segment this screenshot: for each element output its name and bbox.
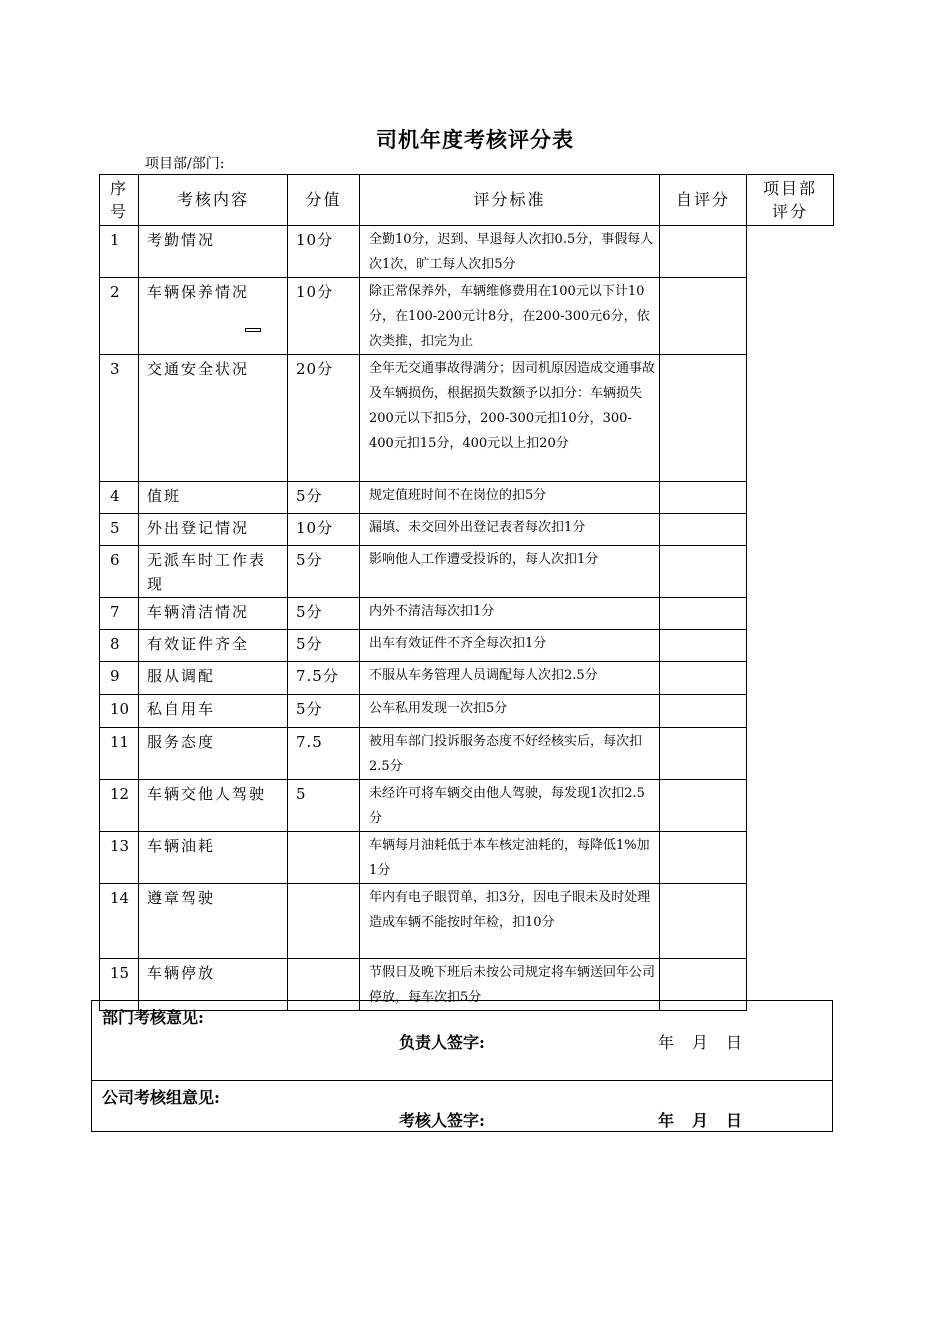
row-item: 有效证件齐全 [139,630,288,662]
row-item: 考勤情况 [139,226,288,278]
row-criteria: 公车私用发现一次扣5分 [360,695,660,728]
table-row [100,728,834,780]
table-row [100,780,834,832]
row-self-score[interactable] [660,695,747,728]
table-row [100,226,834,278]
dept-opinion-cell[interactable] [92,1001,833,1081]
row-score: 5分 [288,546,360,598]
row-item: 车辆停放 [139,959,288,1011]
table-row [100,662,834,695]
row-item: 无派车时工作表现 [139,546,288,598]
row-score: 5 [288,780,360,832]
table-row [100,832,834,884]
row-number: 15 [100,959,139,1011]
row-score: 10分 [288,514,360,546]
dept-date-label: 年 月 日 [658,1033,744,1052]
row-score: 10分 [288,278,360,355]
row-self-score[interactable] [660,598,747,630]
row-self-score[interactable] [660,630,747,662]
row-item: 服务态度 [139,728,288,780]
row-score [288,884,360,959]
row-item: 服从调配 [139,662,288,695]
row-criteria: 全勤10分，迟到、早退每人次扣0.5分，事假每人次1次，旷工每人次扣5分 [360,226,660,278]
company-opinion-row [92,1081,833,1132]
header-self-score: 自评分 [660,175,747,226]
row-item: 车辆保养情况 [139,278,288,355]
row-item: 车辆清洁情况 [139,598,288,630]
row-criteria: 不服从车务管理人员调配每人次扣2.5分 [360,662,660,695]
reviewer-signature-label: 考核人签字: [399,1111,485,1130]
row-score: 7.5分 [288,662,360,695]
opinion-table [91,1000,833,1132]
row-criteria: 节假日及晚下班后未按公司规定将车辆送回年公司停放，每车次扣5分 [360,959,660,1011]
row-self-score[interactable] [660,780,747,832]
row-score: 10分 [288,226,360,278]
row-number: 11 [100,728,139,780]
row-number: 7 [100,598,139,630]
row-number: 9 [100,662,139,695]
row-self-score[interactable] [660,884,747,959]
row-criteria: 漏填、未交回外出登记表者每次扣1分 [360,514,660,546]
row-criteria: 除正常保养外，车辆维修费用在100元以下计10分，在100-200元计8分，在200-300元6分，依次类推，扣完为止 [360,278,660,355]
table-header-row [100,175,834,226]
row-number: 13 [100,832,139,884]
responsible-signature-label: 负责人签字: [399,1033,485,1052]
header-score: 分值 [288,175,360,226]
row-score: 5分 [288,630,360,662]
company-date-label: 年 月 日 [658,1111,744,1130]
row-item: 车辆交他人驾驶 [139,780,288,832]
row-number: 5 [100,514,139,546]
dept-opinion-label: 部门考核意见: [102,1008,204,1027]
row-number: 6 [100,546,139,598]
table-row [100,884,834,959]
row-criteria: 影响他人工作遭受投诉的，每人次扣1分 [360,546,660,598]
row-item: 值班 [139,482,288,514]
row-number: 3 [100,355,139,482]
table-row [100,630,834,662]
row-score: 7.5 [288,728,360,780]
row-self-score[interactable] [660,226,747,278]
department-label: 项目部/部门: [145,156,225,172]
row-criteria: 规定值班时间不在岗位的扣5分 [360,482,660,514]
row-criteria: 出车有效证件不齐全每次扣1分 [360,630,660,662]
table-row [100,355,834,482]
table-row [100,482,834,514]
table-row [100,598,834,630]
table-row [100,695,834,728]
row-item: 外出登记情况 [139,514,288,546]
row-self-score[interactable] [660,546,747,598]
row-criteria: 被用车部门投诉服务态度不好经核实后，每次扣2.5分 [360,728,660,780]
table-row [100,514,834,546]
header-no: 序号 [100,175,139,226]
row-number: 12 [100,780,139,832]
page-title: 司机年度考核评分表 [376,127,574,152]
table-row [100,278,834,355]
row-number: 2 [100,278,139,355]
row-score: 5分 [288,482,360,514]
row-number: 14 [100,884,139,959]
row-self-score[interactable] [660,482,747,514]
row-criteria: 车辆每月油耗低于本车核定油耗的，每降低1%加1分 [360,832,660,884]
row-number: 4 [100,482,139,514]
row-self-score[interactable] [660,662,747,695]
row-score: 5分 [288,598,360,630]
score-table [99,174,834,1011]
row-self-score[interactable] [660,728,747,780]
row-score [288,832,360,884]
dept-opinion-row [92,1001,833,1081]
row-self-score[interactable] [660,278,747,355]
row-item: 车辆油耗 [139,832,288,884]
row-number: 8 [100,630,139,662]
header-content: 考核内容 [139,175,288,226]
row-self-score[interactable] [660,514,747,546]
header-criteria: 评分标准 [360,175,660,226]
row-item: 私自用车 [139,695,288,728]
row-criteria: 内外不清洁每次扣1分 [360,598,660,630]
row-number: 10 [100,695,139,728]
header-dept-score: 项目部评分 [747,175,834,226]
row-self-score[interactable] [660,355,747,482]
row-criteria: 全年无交通事故得满分；因司机原因造成交通事故及车辆损伤，根据损失数额予以扣分：车辆损失200元以下扣5分，200-300元扣10分，300-400元扣15分，400元以上扣20分 [360,355,660,482]
row-item: 遵章驾驶 [139,884,288,959]
row-criteria: 年内有电子眼罚单，扣3分，因电子眼未及时处理造成车辆不能按时年检，扣10分 [360,884,660,959]
table-row [100,546,834,598]
row-self-score[interactable] [660,832,747,884]
row-score: 20分 [288,355,360,482]
row-number: 1 [100,226,139,278]
company-opinion-label: 公司考核组意见: [102,1088,220,1107]
row-score: 5分 [288,695,360,728]
row-item: 交通安全状况 [139,355,288,482]
company-opinion-cell[interactable] [92,1081,833,1132]
row-dept-score[interactable] [245,328,261,332]
row-criteria: 未经许可将车辆交由他人驾驶，每发现1次扣2.5分 [360,780,660,832]
